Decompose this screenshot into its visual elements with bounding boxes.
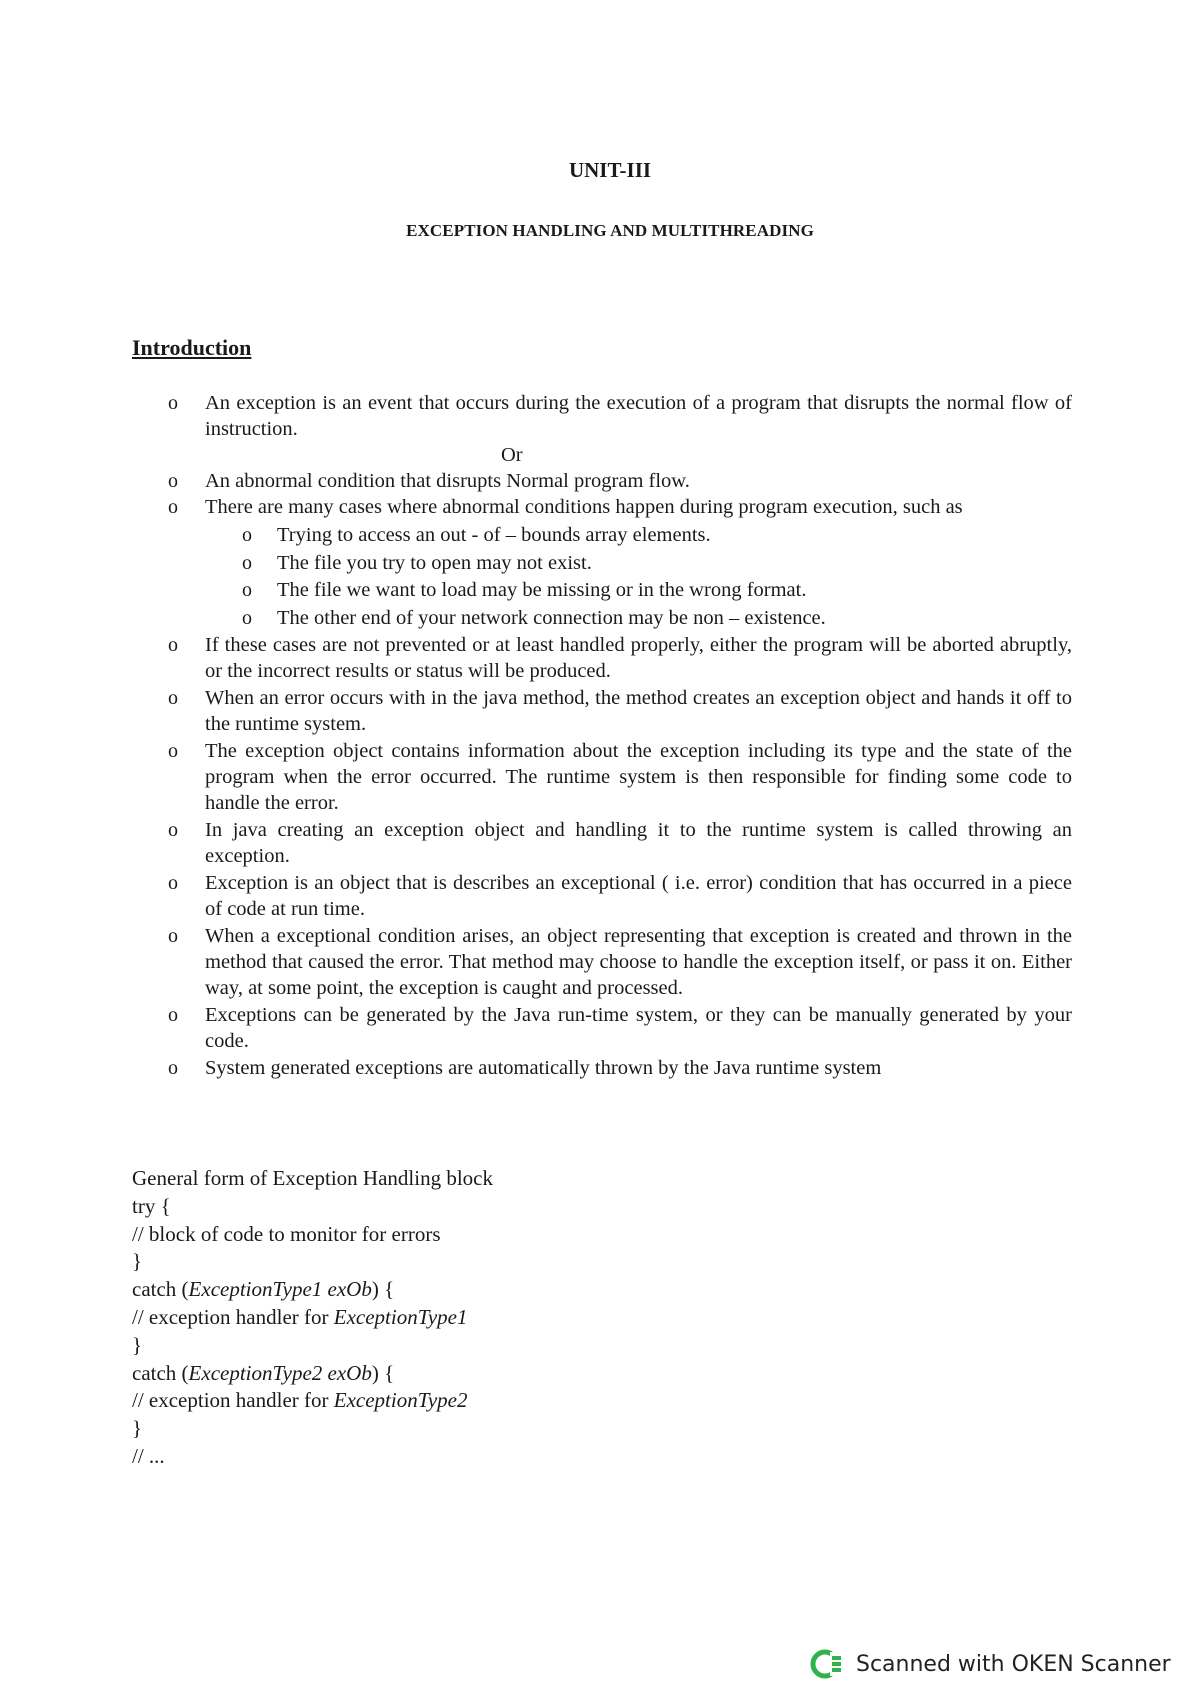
list-item-text: When a exceptional condition arises, an object representing that exception is created and thrown in the method that caused the error. That method may choose to handle the exception itself, or pass it on. Either way, at some point, the exception is caught and processed.: [205, 925, 1072, 999]
chapter-subtitle: EXCEPTION HANDLING AND MULTITHREADING: [406, 221, 814, 240]
list-item: [0, 522, 1072, 550]
bullet-circle-icon: o: [168, 925, 178, 947]
intro-bullet-list: [0, 390, 1200, 1081]
code-line: try {: [132, 1193, 171, 1218]
exception-type: ExceptionType2 exOb: [188, 1360, 372, 1385]
list-item-text: System generated exceptions are automatically thrown by the Java runtime system: [205, 1057, 882, 1079]
list-item-text: The file you try to open may not exist.: [277, 551, 592, 574]
code-line: [132, 1304, 493, 1332]
bullet-circle-icon: o: [242, 579, 252, 601]
catch-keyword: catch (: [132, 1277, 189, 1302]
or-separator: Or: [501, 444, 523, 466]
exception-handling-code-block: [132, 1165, 493, 1471]
exception-type: ExceptionType1 exOb: [188, 1277, 372, 1302]
bullet-circle-icon: o: [168, 740, 178, 762]
code-line: [132, 1360, 493, 1388]
bullet-circle-icon: o: [242, 606, 252, 629]
list-item: [0, 1055, 1072, 1081]
exception-type: ExceptionType2: [333, 1388, 468, 1413]
bullet-circle-icon: o: [168, 496, 178, 518]
bullet-circle-icon: o: [168, 687, 178, 709]
list-item: [0, 494, 1072, 520]
list-item-text: Exceptions can be generated by the Java run-time system, or they can be manually generated by your code.: [205, 1004, 1072, 1052]
handler-comment: // exception handler for: [132, 1388, 334, 1413]
bullet-circle-icon: o: [168, 634, 178, 656]
bullet-circle-icon: o: [168, 392, 178, 414]
list-item-text: If these cases are not prevented or at least handled properly, either the program will be aborted abruptly, or the incorrect results or status will be produced.: [205, 634, 1072, 682]
catch-keyword: catch (: [132, 1360, 189, 1385]
catch-tail: ) {: [371, 1277, 395, 1302]
code-heading: General form of Exception Handling block: [132, 1166, 493, 1190]
bullet-circle-icon: o: [242, 524, 252, 546]
list-item-text: The exception object contains information about the exception including its type and the state of the program when the error occurred. The runtime system is then responsible for finding some code to handle the error.: [205, 740, 1072, 814]
exception-type: ExceptionType1: [333, 1304, 468, 1329]
bullet-circle-icon: o: [168, 872, 178, 894]
list-item: [0, 468, 1072, 494]
list-item-text: In java creating an exception object and handling it to the runtime system is called throwing an exception.: [205, 819, 1072, 867]
list-item: [0, 738, 1072, 816]
bullet-circle-icon: o: [168, 470, 178, 492]
list-item-text: An exception is an event that occurs during the execution of a program that disrupts the normal flow of instruction.: [205, 392, 1072, 440]
scanner-watermark: [810, 1647, 1171, 1681]
list-item: [0, 550, 1072, 578]
list-item: [0, 923, 1072, 1001]
code-line: [132, 1387, 493, 1415]
list-item-text: When an error occurs with in the java method, the method creates an exception object and hands it off to the runtime system.: [205, 687, 1072, 735]
handler-comment: // exception handler for: [132, 1304, 334, 1329]
code-line: }: [132, 1249, 143, 1274]
list-item: [0, 817, 1072, 869]
bullet-circle-icon: o: [168, 1057, 178, 1079]
list-item: [0, 870, 1072, 922]
list-item: [0, 390, 1072, 442]
code-line: // ...: [132, 1443, 165, 1468]
oken-scanner-logo-icon: [810, 1647, 844, 1681]
bullet-circle-icon: o: [168, 819, 178, 841]
scanner-label: Scanned with OKEN Scanner: [856, 1651, 1171, 1677]
bullet-circle-icon: o: [242, 551, 252, 574]
list-item: [0, 632, 1072, 684]
list-item: [0, 577, 1072, 605]
bullet-circle-icon: o: [168, 1004, 178, 1026]
code-line: }: [132, 1416, 143, 1441]
catch-tail: ) {: [371, 1360, 395, 1385]
list-item-text: The other end of your network connection may be non – existence.: [277, 606, 826, 629]
code-line: [132, 1276, 493, 1304]
list-item: [0, 685, 1072, 737]
nested-bullet-list: [0, 522, 1200, 632]
code-line: // block of code to monitor for errors: [132, 1221, 441, 1246]
code-line: }: [132, 1332, 143, 1357]
list-item-text: Exception is an object that is describes an exceptional ( i.e. error) condition that has occurred in a piece of code at run time.: [205, 872, 1072, 920]
unit-title: UNIT-III: [568, 158, 652, 182]
list-item-text: An abnormal condition that disrupts Normal program flow.: [205, 470, 690, 492]
section-heading-introduction: Introduction: [132, 335, 252, 360]
list-item-text: There are many cases where abnormal conditions happen during program execution, such as: [205, 496, 963, 518]
list-item: [0, 1002, 1072, 1054]
list-item-text: Trying to access an out - of – bounds array elements.: [277, 524, 711, 546]
list-item-text: The file we want to load may be missing or in the wrong format.: [277, 579, 807, 601]
list-item: [0, 605, 1072, 633]
